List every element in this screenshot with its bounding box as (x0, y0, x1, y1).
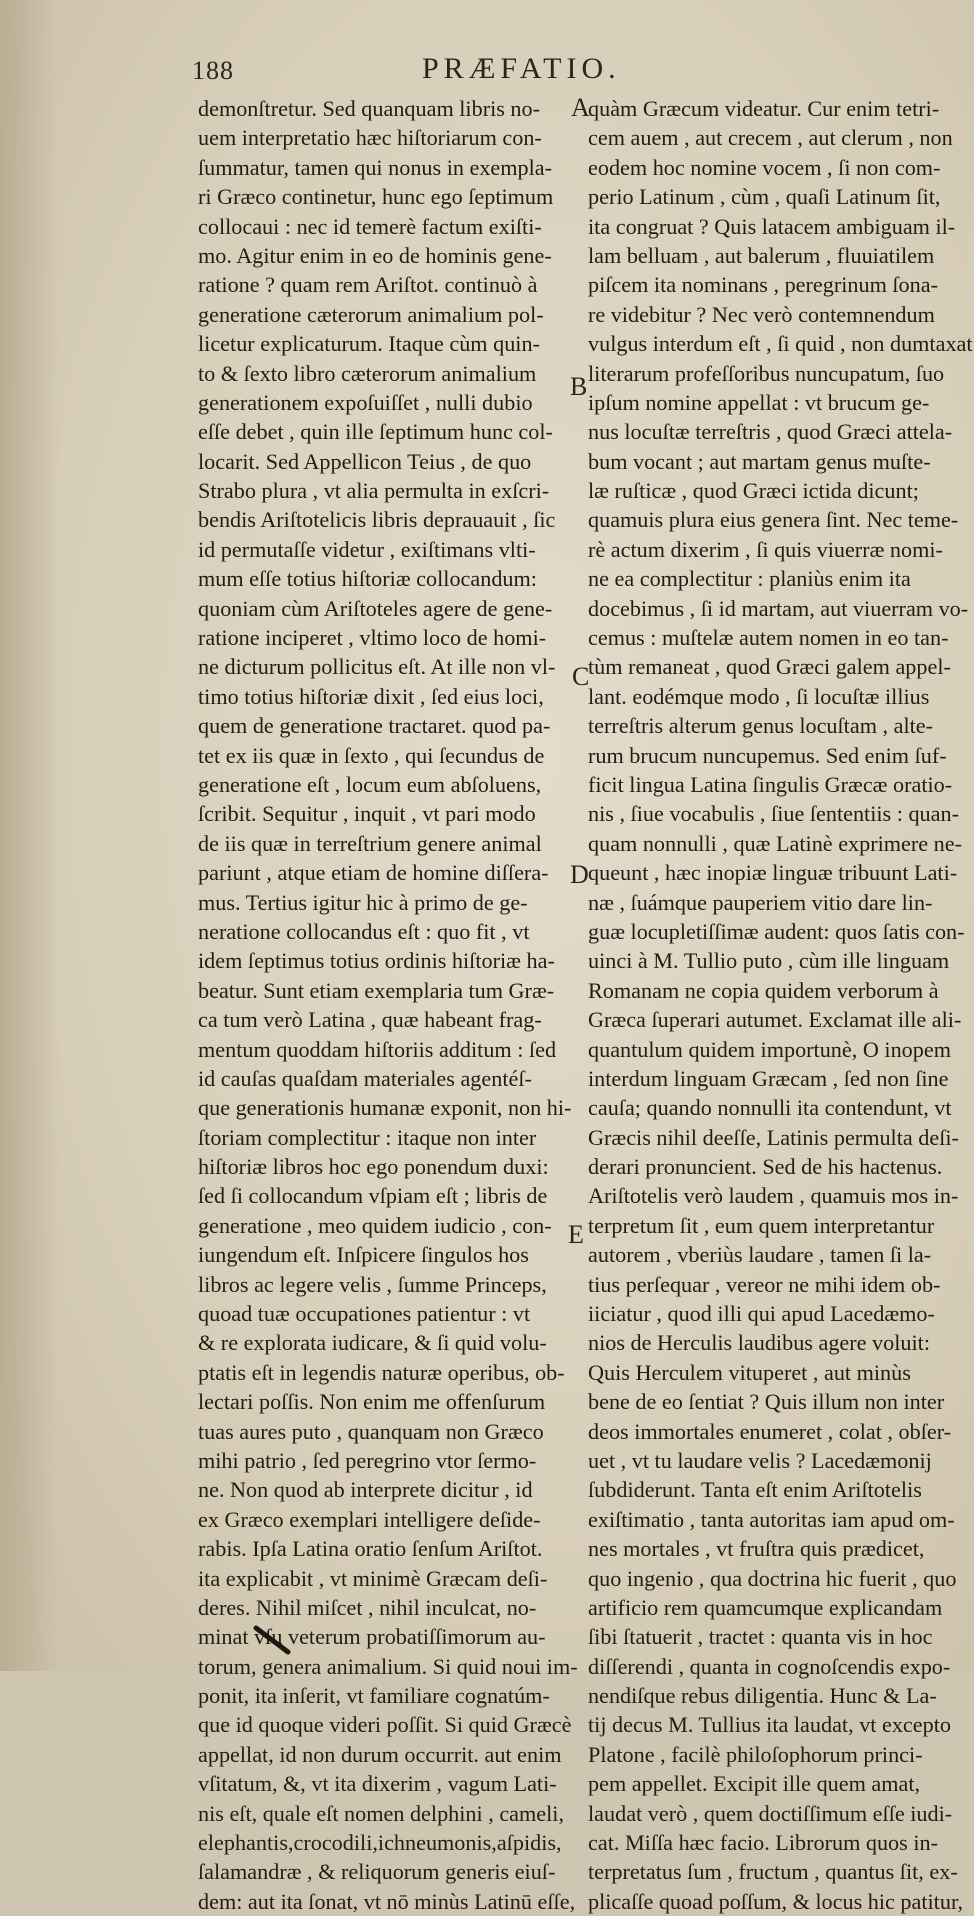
text-line: læ ruſticæ , quod Græci ictida dicunt; (588, 478, 919, 504)
text-line: rum brucum nuncupemus. Sed enim ſuf- (588, 742, 947, 768)
text-line: tuas aures puto , quanquam non Græco (198, 1418, 544, 1444)
text-line: interdum linguam Græcam , ſed non ſine (588, 1065, 949, 1091)
text-line: elephantis,crocodili,ichneumonis,aſpidis, (198, 1830, 562, 1856)
text-line: cat. Miſſa hæc facio. Librorum quos in- (588, 1830, 938, 1856)
text-line: Græca ſuperari autumet. Exclamat ille ali- (588, 1007, 962, 1033)
text-line: quam nonnulli , quæ Latinè exprimere ne- (588, 830, 963, 856)
text-line: beatur. Sunt etiam exemplaria tum Græ- (198, 977, 555, 1003)
text-line: ſtoriam complectitur : itaque non inter (198, 1124, 537, 1150)
text-line: ne dicturum pollicitus eſt. At ille non vl- (198, 654, 556, 680)
text-line: ne ea complectitur : planiùs enim ita (588, 566, 911, 592)
text-line: bendis Ariſtotelicis libris deprauauit , ſic (198, 507, 556, 533)
text-line: derari pronuncient. Sed de his hactenus. (588, 1154, 943, 1180)
text-line: locarit. Sed Appellicon Teius , de quo (198, 448, 532, 474)
text-line: hiſtoriæ libros hoc ego ponendum duxi: (198, 1154, 549, 1180)
text-line: generatione cæterorum animalium pol- (198, 301, 544, 327)
text-line: collocaui : nec id temerè factum exiſti- (198, 213, 542, 239)
text-line: docebimus , ſi id martam, aut viuerram vo- (588, 595, 969, 621)
gutter-shadow (0, 0, 60, 1671)
text-line: nus locuſtæ terreſtris , quod Græci attela- (588, 419, 953, 445)
text-line: terreſtris alterum genus locuſtam , alte- (588, 713, 934, 739)
text-line: piſcem ita nominans , peregrinum ſona- (588, 272, 938, 298)
text-line: ex Græco exemplari intelligere deſide- (198, 1506, 541, 1532)
text-line: ſalamandræ , & reliquorum generis eiuſ- (198, 1859, 556, 1885)
text-line: ri Græco continetur, hunc ego ſeptimum (198, 184, 554, 210)
text-line: nios de Herculis laudibus agere voluit: (588, 1330, 930, 1356)
margin-marker-e: E (568, 1220, 584, 1249)
text-line: tius perſequar , vereor ne mihi idem ob- (588, 1271, 941, 1297)
text-line: artificio rem quamcumque explicandam (588, 1594, 943, 1620)
text-line: torum, genera animalium. Si quid noui im- (198, 1653, 578, 1679)
text-line: eſſe debet , quin ille ſeptimum hunc col- (198, 419, 553, 445)
text-line: tij decus M. Tullius ita laudat, vt excepto (588, 1712, 951, 1738)
text-line: to & ſexto libro cæterorum animalium (198, 360, 537, 386)
text-line: ptatis eſt in legendis naturæ operibus, ob- (198, 1359, 565, 1385)
text-line: quantulum quidem importunè, O inopem (588, 1036, 951, 1062)
text-line: nes mortales , vt fruſtra quis prædicet, (588, 1536, 925, 1562)
text-line: cauſa; quando nonnulli ita contendunt, vt (588, 1095, 952, 1121)
text-line: mentum quoddam hiſtoriis additum : ſed (198, 1036, 557, 1062)
text-line: re videbitur ? Nec verò contemnendum (588, 301, 935, 327)
text-line: que generationis humanæ exponit, non hi- (198, 1095, 572, 1121)
text-line: que id quoque videri poſſit. Si quid Græcè (198, 1712, 572, 1738)
text-line: perio Latinum , cùm , quaſi Latinum ſit, (588, 184, 941, 210)
text-line: cem auem , aut crecem , aut clerum , non (588, 125, 953, 151)
text-line: tet ex iis quæ in ſexto , qui ſecundus de (198, 742, 545, 768)
text-line: rè actum dixerim , ſi quis viuerræ nomi- (588, 536, 943, 562)
text-line: pariunt , atque etiam de homine diſſera- (198, 860, 549, 886)
text-line: ipſum nomine appellat : vt brucum ge- (588, 389, 930, 415)
text-line: Quis Herculem vituperet , aut minùs (588, 1359, 911, 1385)
text-line: quoad tuæ occupationes patientur : vt (198, 1301, 531, 1327)
text-line: lant. eodémque modo , ſi locuſtæ illius (588, 683, 930, 709)
text-line: minat vſu veterum probatiſſimorum au- (198, 1624, 546, 1650)
text-line: Platone , facilè philoſophorum princi- (588, 1741, 923, 1767)
text-line: id permutaſſe videtur , exiſtimans vlti- (198, 536, 536, 562)
text-line: pem appellet. Excipit ille quem amat, (588, 1771, 921, 1797)
text-line: diſſerendi , quanta in cognoſcendis expo- (588, 1653, 951, 1679)
text-line: mus. Tertius igitur hic à primo de ge- (198, 889, 528, 915)
text-line: ficit lingua Latina ſingulis Græcæ oratio- (588, 771, 953, 797)
text-line: neratione collocandus eſt : quo fit , vt (198, 918, 530, 944)
text-line: quamuis plura eius genera ſint. Nec teme- (588, 507, 959, 533)
text-line: idem ſeptimus totius ordinis hiſtoriæ ha- (198, 948, 555, 974)
text-line: ne. Non quod ab interprete dicitur , id (198, 1477, 533, 1503)
text-line: vulgus interdum eſt , ſi quid , non dumtaxat (588, 331, 973, 357)
text-line: ſubdiderunt. Tanta eſt enim Ariſtotelis (588, 1477, 922, 1503)
text-line: plicaſſe quoad poſſum, & locus hic patitur, (588, 1888, 963, 1914)
text-line: ſummatur, tamen qui nonus in exempla- (198, 154, 553, 180)
text-line: rabis. Ipſa Latina oratio ſenſum Ariſtot. (198, 1536, 543, 1562)
text-line: uet , vt tu laudare velis ? Lacedæmonij (588, 1447, 932, 1473)
text-line: uinci à M. Tullio puto , cùm ille linguam (588, 948, 950, 974)
text-line: guæ locupletiſſimæ audent: quos ſatis con- (588, 918, 965, 944)
text-line: quo ingenio , qua doctrina hic fuerit , quo (588, 1565, 957, 1591)
text-line: cemus : muſtelæ autem nomen in eo tan- (588, 625, 949, 651)
right-column (588, 94, 973, 1916)
text-line: nendiſque rebus diligentia. Hunc & La- (588, 1683, 937, 1709)
running-title: PRÆFATIO. (422, 52, 621, 85)
text-line: terpretum ſit , eum quem interpretantur (588, 1212, 935, 1238)
text-line: ſibi ſtatuerit , tractet : quanta vis in hoc (588, 1624, 933, 1650)
text-line: terpretatus ſum , fructum , quantus ſit, ex- (588, 1859, 958, 1885)
margin-marker-b: B (570, 372, 588, 401)
text-line: Græcis nihil deeſſe, Latinis permulta deſi- (588, 1124, 959, 1150)
text-line: literarum profeſſoribus nuncupatum, ſuo (588, 360, 945, 386)
text-line: & re explorata iudicare, & ſi quid volu- (198, 1330, 547, 1356)
text-line: quàm Græcum videatur. Cur enim tetri- (588, 96, 940, 121)
text-line: autorem , vberiùs laudare , tamen ſi la- (588, 1242, 932, 1268)
ink-stroke-mark (250, 1620, 300, 1660)
text-line: mo. Agitur enim in eo de hominis gene- (198, 242, 552, 268)
text-line: tùm remaneat , quod Græci galem appel- (588, 654, 951, 680)
text-line: deres. Nihil miſcet , nihil inculcat, no- (198, 1594, 537, 1620)
text-line: deos immortales enumeret , colat , obſer- (588, 1418, 952, 1444)
text-line: bum vocant ; aut martam genus muſte- (588, 448, 931, 474)
margin-marker-d: D (570, 860, 589, 889)
text-line: næ , ſuámque pauperiem vitio dare lin- (588, 889, 933, 915)
page-number: 188 (192, 56, 234, 85)
text-line: mihi patrio , ſed peregrino vtor ſermo- (198, 1447, 537, 1473)
text-line: timo totius hiſtoriæ dixit , ſed eius loci, (198, 683, 544, 709)
text-line: ratione inciperet , vltimo loco de homi- (198, 625, 547, 651)
text-line: dem: aut ita ſonat, vt nō minùs Latinū eſſe, (198, 1888, 576, 1914)
text-line: generatione eſt , locum eum abſoluens, (198, 771, 542, 797)
text-line: id cauſas quaſdam materiales agentéſ- (198, 1065, 532, 1091)
text-line: de iis quæ in terreſtrium genere animal (198, 830, 542, 856)
text-line: ratione ? quam rem Ariſtot. continuò à (198, 272, 538, 298)
text-line: bene de eo ſentiat ? Quis illum non inter (588, 1389, 945, 1415)
text-line: iungendum eſt. Inſpicere ſingulos hos (198, 1242, 529, 1268)
text-line: nis eſt, quale eſt nomen delphini , cameli, (198, 1800, 564, 1826)
text-line: uem interpretatio hæc hiſtoriarum con- (198, 125, 542, 151)
page-header (192, 52, 912, 92)
text-line: demonſtretur. Sed quanquam libris no- (198, 96, 540, 121)
text-line: Romanam ne copia quidem verborum à (588, 977, 939, 1003)
text-line: licetur explicaturum. Itaque cùm quin- (198, 331, 540, 357)
text-line: exiſtimatio , tanta autoritas iam apud om- (588, 1506, 955, 1532)
text-line: ita explicabit , vt minimè Græcam deſi- (198, 1565, 548, 1591)
margin-marker-a: A (571, 93, 590, 122)
text-line: iiciatur , quod illi qui apud Lacedæmo- (588, 1301, 935, 1327)
text-line: vſitatum, &, vt ita dixerim , vagum Lati- (198, 1771, 557, 1797)
text-line: quoniam cùm Ariſtoteles agere de gene- (198, 595, 553, 621)
text-line: Strabo plura , vt alia permulta in exſcri- (198, 478, 550, 504)
text-line: lam belluam , aut balerum , fluuiatilem (588, 242, 935, 268)
text-line: Ariſtotelis verò laudem , quamuis mos in- (588, 1183, 959, 1209)
text-line: generationem expoſuiſſet , nulli dubio (198, 389, 533, 415)
text-line: ita congruat ? Quis latacem ambiguam il- (588, 213, 956, 239)
text-line: quem de generatione tractaret. quod pa- (198, 713, 551, 739)
text-line: queunt , hæc inopiæ linguæ tribuunt Lati- (588, 860, 958, 886)
text-line: libros ac legere velis , ſumme Princeps, (198, 1271, 547, 1297)
text-line: ſcribit. Sequitur , inquit , vt pari modo (198, 801, 536, 827)
text-line: nis , ſiue vocabulis , ſiue ſententiis : quan- (588, 801, 959, 827)
text-line: ca tum verò Latina , quæ habeant frag- (198, 1007, 542, 1033)
text-line: lectari poſſis. Non enim me offenſurum (198, 1389, 546, 1415)
text-line: appellat, id non durum occurrit. aut enim (198, 1741, 562, 1767)
text-line: eodem hoc nomine vocem , ſi non com- (588, 154, 941, 180)
text-line: ponit, ita inſerit, vt familiare cognatúm- (198, 1683, 550, 1709)
text-line: mum eſſe totius hiſtoriæ collocandum: (198, 566, 537, 592)
text-line: generatione , meo quidem iudicio , con- (198, 1212, 552, 1238)
text-line: ſed ſi collocandum vſpiam eſt ; libris de (198, 1183, 548, 1209)
margin-marker-c: C (572, 662, 590, 691)
text-line: laudat verò , quem doctiſſimum eſſe iudi- (588, 1800, 953, 1826)
